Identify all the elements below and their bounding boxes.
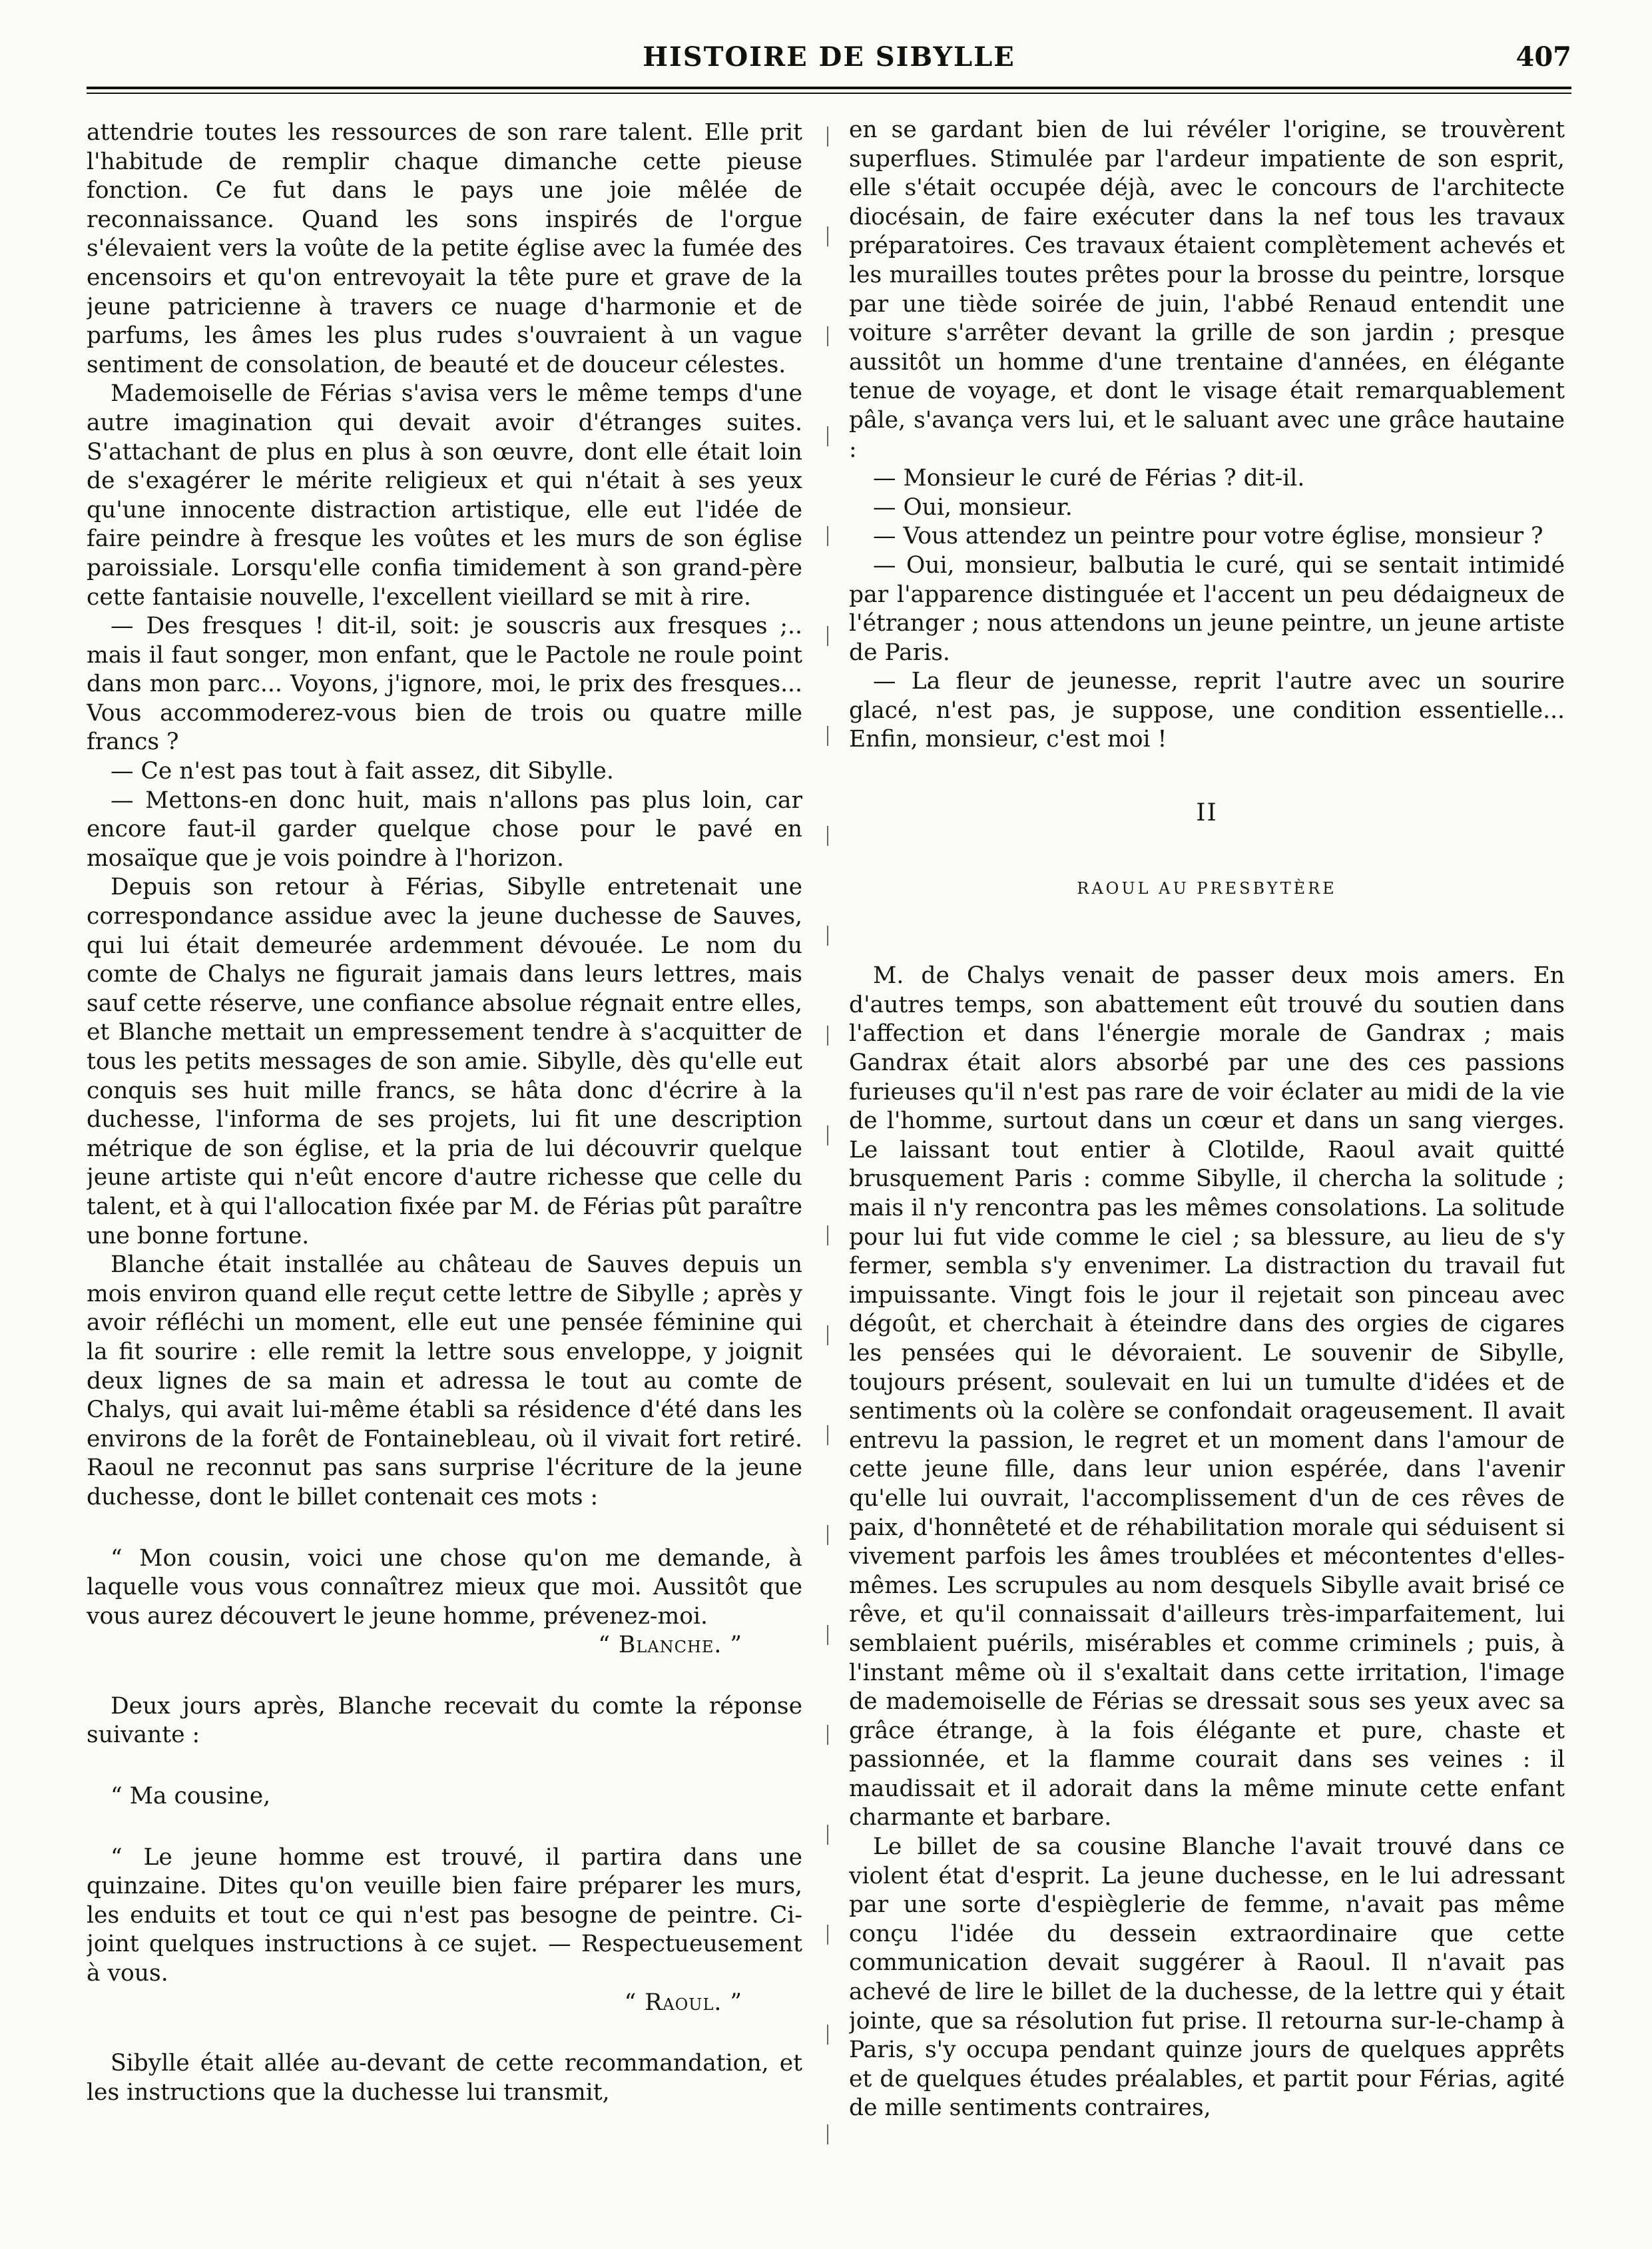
page-number: 407 xyxy=(1515,41,1571,73)
chapter-title: RAOUL AU PRESBYTÈRE xyxy=(1077,878,1337,898)
paragraph: Mademoiselle de Férias s'avisa vers le même temps d'une autre imagination qui devait avoir d'étranges suites. S'attachant de plus en plus à son œuvre, dont elle était loin de s'exagérer le mérite religieux et qui n'était à ses yeux qu'une innocente distraction artistique, elle eut l'idée de faire peindre à fresque les voûtes et les murs de son église paroissiale. Lorsqu'elle confia timidement à son grand-père cette fantaisie nouvelle, l'excellent vieillard se mit à rire. xyxy=(87,380,802,611)
paragraph: — Oui, monsieur, balbutia le curé, qui se sentait intimidé par l'apparence distinguée et l'accent un peu dédaigneux de l'étranger ; nous attendons un jeune peintre, un jeune artiste de Paris. xyxy=(849,551,1565,666)
paragraph: Depuis son retour à Férias, Sibylle entretenait une correspondance assidue avec la jeune duchesse de Sauves, qui lui était demeurée ardemment dévouée. Le nom du comte de Chalys ne figurait jamais dans leurs lettres, mais sauf cette réserve, une confiance absolue régnait entre elles, et Blanche mettait un empressement tendre à s'acquitter de tous les petits messages de son amie. Sibylle, dès qu'elle eut conquis ses huit mille francs, se hâta donc d'écrire à la duchesse, l'informa de ses projets, lui fit une description métrique de son église, et la pria de lui découvrir quelque jeune artiste qui n'eût encore d'autre richesse que celle du talent, et à qui l'allocation fixée par M. de Férias pût paraître une bonne fortune. xyxy=(87,874,802,1249)
paragraph: — Ce n'est pas tout à fait assez, dit Sibylle. xyxy=(111,758,614,785)
paragraph: attendrie toutes les ressources de son rare talent. Elle prit l'habitude de remplir chaque dimanche cette pieuse fonction. Ce fut dans le pays une joie mêlée de reconnaissance. Quand les sons inspirés de l'orgue s'élevaient vers la voûte de la petite église avec la fumée des encensoirs et qu'on entrevoyait la tête pure et grave de la jeune patricienne à travers ce nuage d'harmonie et de parfums, les âmes les plus rudes s'ouvraient à un vague sentiment de consolation, de beauté et de douceur célestes. xyxy=(87,119,802,378)
chapter-number: II xyxy=(1196,799,1218,827)
paragraph: Le billet de sa cousine Blanche l'avait trouvé dans ce violent état d'esprit. La jeune duchesse, en le lui adressant par une sorte d'espièglerie de femme, n'avait pas même conçu l'idée du dessein extraordinaire que cette communication devait suggérer à Raoul. Il n'avait pas achevé de lire le billet de la duchesse, de la lettre qui y était jointe, que sa résolution fut prise. Il retourna sur-le-champ à Paris, s'y occupa pendant quinze jours de quelques apprêts et de quelques études préalables, et partit pour Férias, agité de mille sentiments contraires, xyxy=(849,1833,1565,2122)
header-rule-thin xyxy=(87,93,1571,94)
letter-signature: “ Raoul. ” xyxy=(624,1989,742,2016)
letter-signature: “ Blanche. ” xyxy=(598,1632,742,1659)
paragraph: Deux jours après, Blanche recevait du comte la réponse suivante : xyxy=(87,1692,802,1749)
paragraph: Blanche était installée au château de Sauves depuis un mois environ quand elle reçut cette lettre de Sibylle ; après y avoir réfléchi un moment, elle eut une pensée féminine qui la fit sourire : elle remit la lettre sous enveloppe, y joignit deux lignes de sa main et adressa le tout au comte de Chalys, qui avait lui-même établi sa résidence d'été dans les environs de la forêt de Fontainebleau, où il vivait fort retiré. Raoul ne reconnut pas sans surprise l'écriture de la jeune duchesse, dont le billet contenait ces mots : xyxy=(87,1251,802,1510)
left-column xyxy=(87,119,802,2216)
column-divider xyxy=(827,127,828,2211)
paragraph: en se gardant bien de lui révéler l'origine, se trouvèrent superflues. Stimulée par l'ardeur impatiente de son esprit, elle s'était occupée déjà, avec le concours de l'architecte diocésain, de faire exécuter dans la nef tous les travaux préparatoires. Ces travaux étaient complètement achevés et les murailles toutes prêtes pour la brosse du peintre, lorsque par une tiède soirée de juin, l'abbé Renaud entendit une voiture s'arrêter devant la grille de son jardin ; presque aussitôt un homme d'une trentaine d'années, en élégante tenue de voyage, et dont le visage était remarquablement pâle, s'avança vers lui, et le saluant avec une grâce hautaine : xyxy=(849,117,1565,463)
paragraph: — Vous attendez un peintre pour votre église, monsieur ? xyxy=(873,523,1543,550)
paragraph: — Mettons-en donc huit, mais n'allons pas plus loin, car encore faut-il garder quelque chose pour le pavé en mosaïque que je vois poindre à l'horizon. xyxy=(87,787,802,872)
paragraph: Sibylle était allée au-devant de cette recommandation, et les instructions que la duchesse lui transmit, xyxy=(87,2050,802,2106)
running-title: HISTOIRE DE SIBYLLE xyxy=(643,41,1015,73)
paragraph: M. de Chalys venait de passer deux mois amers. En d'autres temps, son abattement eût trouvé du soutien dans l'affection et dans l'énergie morale de Gandrax ; mais Gandrax était alors absorbé par une des ces passions furieuses qu'il n'est pas rare de voir éclater au midi de la vie de l'homme, surtout dans un cœur et dans un sang vierges. Le laissant tout entier à Clotilde, Raoul avait quitté brusquement Paris : comme Sibylle, il chercha la solitude ; mais il n'y rencontra pas les mêmes consolations. La solitude pour lui fut vide comme le ciel ; sa blessure, au lieu de s'y fermer, sembla s'y envenimer. La distraction du travail fut impuissante. Vingt fois le jour il rejetait son pinceau avec dégoût, et cherchait à éteindre dans des orgies de cigares les pensées qui le dévoraient. Le souvenir de Sibylle, toujours présent, soulevait en lui un tumulte d'idées et de sentiments où la colère se confondait orageusement. Il avait entrevu la passion, le regret et un moment dans l'amour de cette jeune fille, dans leur union espérée, dans l'avenir qu'elle lui ouvrait, l'accomplissement d'un de ces rêves de paix, d'honnêteté et de réhabilitation morale qui séduisent si vivement parfois les âmes troublées et mécontentes d'elles-mêmes. Les scrupules au nom desquels Sibylle avait brisé ce rêve, et qu'il connaissait d'ailleurs très-imparfaitement, lui semblaient puérils, misérables et comme criminels ; puis, à l'instant même où il s'exaltait dans cette irritation, l'image de mademoiselle de Férias se dressait sous ses yeux avec sa grâce étrange, à la fois élégante et pure, chaste et passionnée, et la flamme courait dans ses veines : il maudissait et il adorait dans la même minute cette enfant charmante et barbare. xyxy=(849,962,1565,1831)
letter-body: “ Le jeune homme est trouvé, il partira dans une quinzaine. Dites qu'on veuille bien faire préparer les murs, les enduits et tout ce qui n'est pas besogne de peintre. Ci-joint quelques instructions à ce sujet. — Respectueusement à vous. xyxy=(87,1843,802,1987)
paragraph: — Des fresques ! dit-il, soit: je souscris aux fresques ;.. mais il faut songer, mon enfant, que le Pactole ne roule point dans mon parc... Voyons, j'ignore, moi, le prix des fresques... Vous accommoderez-vous bien de trois ou quatre mille francs ? xyxy=(87,613,802,756)
letter-body: “ Mon cousin, voici une chose qu'on me demande, à laquelle vous vous connaîtrez mieux que moi. Aussitôt que vous aurez découvert le jeune homme, prévenez-moi. xyxy=(87,1544,802,1630)
paragraph: — Oui, monsieur. xyxy=(873,493,1073,521)
paragraph: — Monsieur le curé de Férias ? dit-il. xyxy=(873,465,1305,492)
header-rule xyxy=(87,87,1571,89)
running-head xyxy=(87,41,1571,81)
paragraph: — La fleur de jeunesse, reprit l'autre avec un sourire glacé, n'est pas, je suppose, une condition essentielle... Enfin, monsieur, c'est moi ! xyxy=(849,668,1565,753)
letter-salutation: “ Ma cousine, xyxy=(111,1783,271,1810)
right-column xyxy=(849,116,1565,2214)
